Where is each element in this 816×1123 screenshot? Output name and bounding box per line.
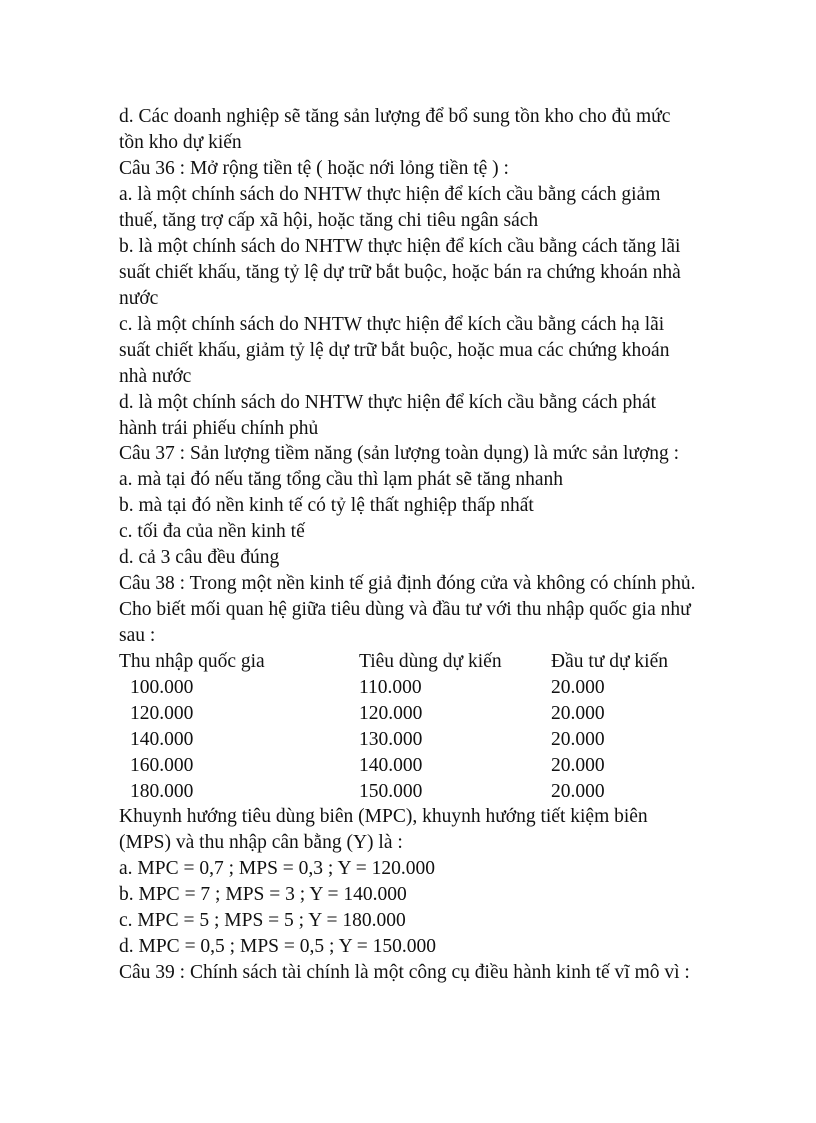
- text-line: (MPS) và thu nhập cân bằng (Y) là :: [119, 832, 403, 853]
- text-line: d. Các doanh nghiệp sẽ tăng sản lượng để bổ sung tồn kho cho đủ mức: [119, 106, 671, 127]
- table-cell: 20.000: [551, 703, 605, 724]
- question-37-title: Câu 37 : Sản lượng tiềm năng (sản lượng toàn dụng) là mức sản lượng :: [119, 443, 680, 464]
- question-39-title: Câu 39 : Chính sách tài chính là một công cụ điều hành kinh tế vĩ mô vì :: [119, 962, 690, 983]
- table-cell: 100.000: [130, 677, 194, 698]
- text-line: Khuynh hướng tiêu dùng biên (MPC), khuynh hướng tiết kiệm biên: [119, 806, 648, 827]
- text-line: tồn kho dự kiến: [119, 132, 242, 153]
- text-line: a. mà tại đó nếu tăng tổng cầu thì lạm phát sẽ tăng nhanh: [119, 469, 564, 490]
- text-line: d. cả 3 câu đều đúng: [119, 547, 280, 568]
- table-header: Đầu tư dự kiến: [551, 651, 668, 672]
- table-header: Tiêu dùng dự kiến: [359, 651, 502, 672]
- table-cell: 150.000: [359, 781, 423, 802]
- table-cell: 120.000: [130, 703, 194, 724]
- table-cell: 110.000: [359, 677, 422, 698]
- table-cell: 20.000: [551, 781, 605, 802]
- text-line: nước: [119, 288, 159, 309]
- table-cell: 140.000: [130, 729, 194, 750]
- question-38-title: Câu 38 : Trong một nền kinh tế giả định đóng cửa và không có chính phủ.: [119, 573, 696, 594]
- table-header: Thu nhập quốc gia: [119, 651, 265, 672]
- text-line: suất chiết khấu, giảm tỷ lệ dự trữ bắt buộc, hoặc mua các chứng khoán: [119, 340, 670, 361]
- table-cell: 20.000: [551, 729, 605, 750]
- text-line: c. tối đa của nền kinh tế: [119, 521, 305, 542]
- text-line: nhà nước: [119, 366, 192, 387]
- text-line: a. là một chính sách do NHTW thực hiện để kích cầu bằng cách giảm: [119, 184, 661, 205]
- question-36-title: Câu 36 : Mở rộng tiền tệ ( hoặc nới lỏng tiền tệ ) :: [119, 158, 509, 179]
- table-cell: 140.000: [359, 755, 423, 776]
- text-line: Cho biết mối quan hệ giữa tiêu dùng và đầu tư với thu nhập quốc gia như: [119, 599, 691, 620]
- table-cell: 120.000: [359, 703, 423, 724]
- answer-option: b. MPC = 7 ; MPS = 3 ; Y = 140.000: [119, 884, 407, 905]
- text-line: hành trái phiếu chính phủ: [119, 418, 319, 439]
- text-line: sau :: [119, 625, 156, 646]
- text-line: b. mà tại đó nền kinh tế có tỷ lệ thất nghiệp thấp nhất: [119, 495, 534, 516]
- answer-option: d. MPC = 0,5 ; MPS = 0,5 ; Y = 150.000: [119, 936, 437, 957]
- table-cell: 20.000: [551, 677, 605, 698]
- answer-option: c. MPC = 5 ; MPS = 5 ; Y = 180.000: [119, 910, 406, 931]
- text-line: thuế, tăng trợ cấp xã hội, hoặc tăng chi tiêu ngân sách: [119, 210, 539, 231]
- text-line: b. là một chính sách do NHTW thực hiện để kích cầu bằng cách tăng lãi: [119, 236, 681, 257]
- table-cell: 160.000: [130, 755, 194, 776]
- text-line: suất chiết khấu, tăng tỷ lệ dự trữ bắt buộc, hoặc bán ra chứng khoán nhà: [119, 262, 681, 283]
- answer-option: a. MPC = 0,7 ; MPS = 0,3 ; Y = 120.000: [119, 858, 435, 879]
- text-line: c. là một chính sách do NHTW thực hiện để kích cầu bằng cách hạ lãi: [119, 314, 665, 335]
- table-cell: 20.000: [551, 755, 605, 776]
- table-cell: 180.000: [130, 781, 194, 802]
- text-line: d. là một chính sách do NHTW thực hiện để kích cầu bằng cách phát: [119, 392, 657, 413]
- table-cell: 130.000: [359, 729, 423, 750]
